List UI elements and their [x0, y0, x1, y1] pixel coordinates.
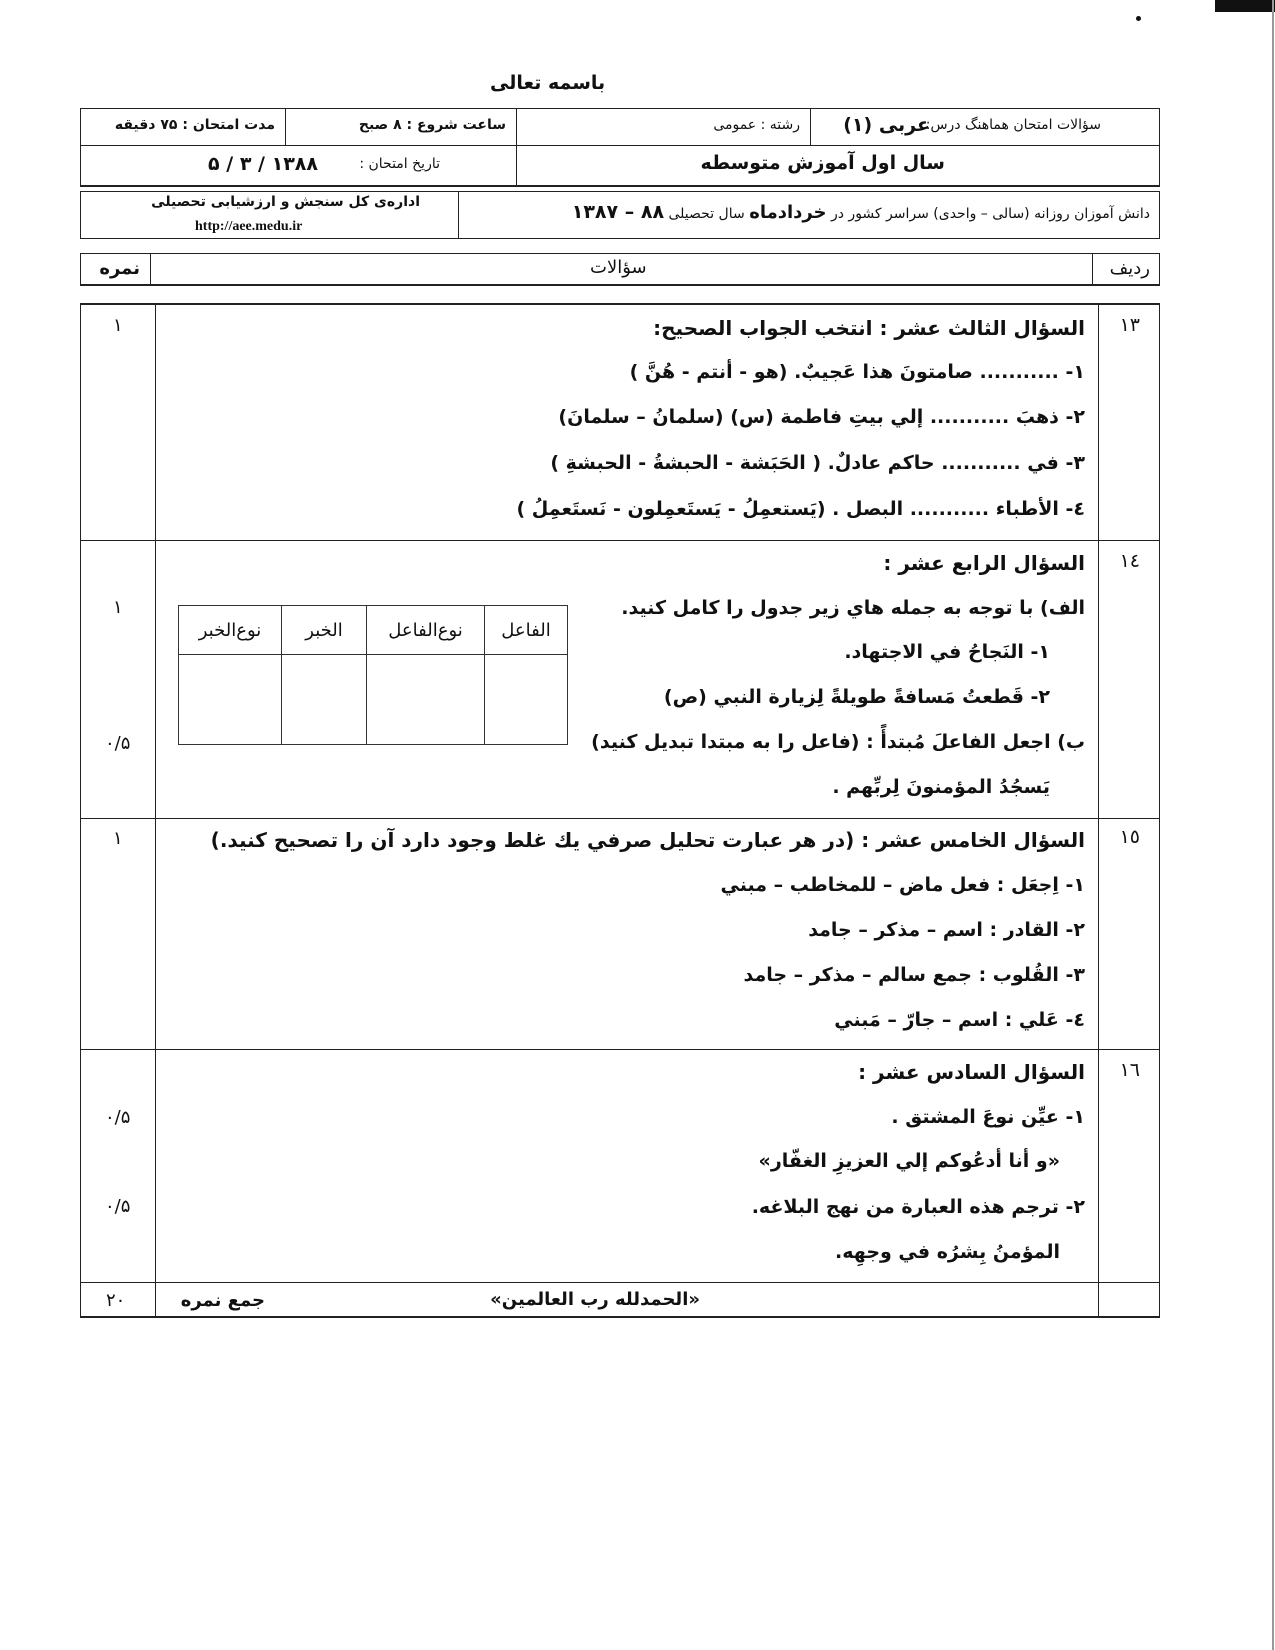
start-time: ساعت شروع : ۸ صبح — [358, 117, 506, 133]
q16-score-1: ۰/۵ — [105, 1107, 131, 1128]
q16-sentence: المؤمنُ بِشرُه في وجهِه. — [835, 1241, 1060, 1263]
table-header-subject-type: نوع‌الفاعل — [367, 606, 485, 655]
page-title: باسمه تعالی — [490, 72, 606, 94]
q13-score: ۱ — [113, 315, 123, 336]
q14-item-2: ۲- قَطعتُ مَسافةً طويلةً لِزيارة النبي (ص) — [663, 686, 1050, 708]
answer-cell[interactable] — [367, 655, 485, 745]
q13-item-2: ۲- ذهبَ ........... إلي بيتِ فاطمة (س) (سلمانُ – سلمانَ) — [558, 406, 1085, 428]
month: خردادماه — [749, 202, 827, 223]
q15-item-1: ۱- اِجعَل : فعل ماض – للمخاطب – مبني — [720, 874, 1085, 896]
table-header-subject: الفاعل — [485, 606, 568, 655]
course-name: عربی (۱) — [843, 114, 930, 136]
q16-item-2: ۲- ترجم هذه العبارة من نهج البلاغه. — [751, 1196, 1085, 1218]
scan-edge-mark — [1215, 0, 1275, 12]
q16-number: ۱٦ — [1119, 1059, 1140, 1081]
q13-item-4: ٤- الأطباء ........... البصل . (يَستعمِلُ - يَستَعمِلون - نَستَعمِلُ ) — [516, 498, 1085, 520]
scan-edge-line — [1272, 0, 1274, 1650]
col-questions: سؤالات — [590, 257, 647, 278]
q13-title: السؤال الثالث عشر : انتخب الجواب الصحيح: — [653, 316, 1085, 340]
course-label: سؤالات امتحان هماهنگ درس: — [925, 117, 1101, 133]
q16-quote: «و أنا أدعُوكم إلي العزيزِ الغفّار» — [758, 1150, 1060, 1172]
q14-part-b: ب) اجعل الفاعلَ مُبتدأً : (فاعل را به مبتدا تبديل كنيد) — [591, 731, 1085, 753]
scan-dot — [1136, 16, 1141, 21]
answer-cell[interactable] — [282, 655, 367, 745]
q16-score-2: ۰/۵ — [105, 1196, 131, 1217]
total-label: جمع نمره — [180, 1290, 265, 1311]
academic-year: ۸۸ – ۱۳۸۷ — [571, 201, 665, 223]
exam-date-label: تاریخ امتحان : — [359, 156, 440, 172]
grade: سال اول آموزش متوسطه — [700, 152, 945, 174]
q15-title: السؤال الخامس عشر : (در هر عبارت تحليل صرفي يك غلط وجود دارد آن را تصحيح كنيد.) — [210, 828, 1085, 852]
q14-answer-table — [178, 605, 568, 745]
q14-score-a: ۱ — [113, 597, 123, 618]
exam-scope — [466, 201, 1150, 223]
q16-title: السؤال السادس عشر : — [858, 1060, 1085, 1084]
answer-cell[interactable] — [485, 655, 568, 745]
q14-item-1: ۱- النَجاحُ في الاجتهاد. — [844, 641, 1050, 663]
table-header-predicate: الخبر — [282, 606, 367, 655]
col-row: ردیف — [1109, 258, 1150, 279]
exam-date: ۱۳۸۸ / ۳ / ۵ — [208, 153, 318, 175]
q13-item-1: ۱- ........... صامتونَ هذا عَجيبٌ. (هو - أنتم - هُنَّ ) — [629, 361, 1085, 383]
total-score: ۲۰ — [106, 1290, 126, 1311]
table-header-predicate-type: نوع‌الخبر — [179, 606, 282, 655]
q15-number: ۱٥ — [1119, 826, 1140, 848]
q14-part-b-sentence: يَسجُدُ المؤمنونَ لِربِّهم . — [832, 776, 1050, 798]
q13-item-3: ۳- في ........... حاكم عادلٌ. ( الحَبَشة - الحبشةُ - الحبشةِ ) — [550, 452, 1085, 474]
office-url[interactable]: http://aee.medu.ir — [195, 219, 303, 234]
q14-number: ۱٤ — [1119, 550, 1140, 572]
q14-part-a: الف) با توجه به جمله هاي زير جدول را كامل كنيد. — [621, 597, 1085, 619]
col-score: نمره — [99, 258, 140, 279]
q14-title: السؤال الرابع عشر : — [883, 551, 1085, 575]
q13-number: ۱۳ — [1119, 314, 1140, 336]
q15-score: ۱ — [113, 828, 123, 849]
closing-phrase: «الحمدلله رب العالمين» — [490, 1289, 700, 1310]
q15-item-2: ۲- القادر : اسم – مذكر – جامد — [808, 919, 1085, 941]
q14-score-b: ۰/۵ — [105, 733, 131, 754]
field: رشته : عمومی — [713, 117, 800, 133]
students-text: دانش آموزان روزانه (سالی – واحدی) سراسر کشور در — [830, 206, 1150, 222]
duration: مدت امتحان : ۷۵ دقیقه — [114, 117, 275, 133]
q16-item-1: ۱- عيِّن نوعَ المشتق . — [891, 1106, 1085, 1128]
year-label: سال تحصیلی — [668, 206, 745, 222]
office-name: اداره‌ی کل سنجش و ارزشیابی تحصیلی — [151, 194, 420, 210]
q15-item-4: ٤- عَلي : اسم – جارّ – مَبني — [834, 1009, 1085, 1031]
answer-cell[interactable] — [179, 655, 282, 745]
q15-item-3: ۳- القُلوب : جمع سالم – مذكر – جامد — [743, 964, 1085, 986]
